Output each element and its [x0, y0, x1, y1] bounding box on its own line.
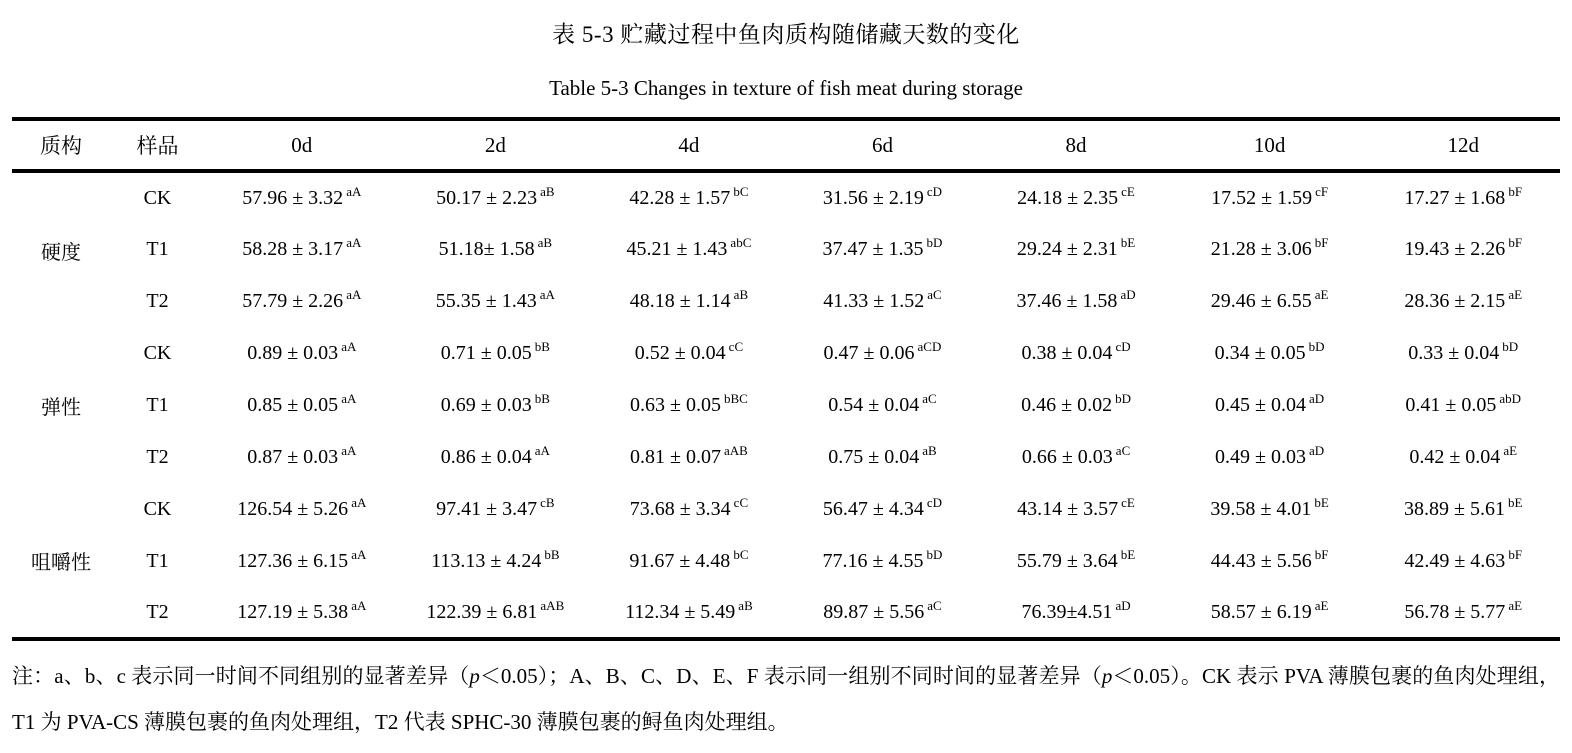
value-cell [1366, 379, 1560, 431]
significance-superscript: cD [1115, 338, 1131, 354]
significance-superscript: aA [341, 338, 357, 354]
value-cell [592, 535, 786, 587]
table-title-en: Table 5-3 Changes in texture of fish meat during storage [549, 76, 1023, 100]
value-cell [1366, 171, 1560, 223]
value-cell [979, 275, 1173, 327]
measurement-value: 97.41 ± 3.47 [436, 497, 538, 520]
value-cell [786, 379, 980, 431]
value-cell [1173, 431, 1367, 483]
measurement-value: 0.46 ± 0.02 [1021, 393, 1113, 416]
significance-superscript: bD [1115, 390, 1131, 406]
significance-superscript: bF [1508, 546, 1523, 562]
value-cell [592, 223, 786, 275]
measurement-value: 76.39±4.51 [1021, 600, 1113, 623]
notes-italic-p: p [1101, 664, 1113, 688]
measurement-value: 0.81 ± 0.07 [629, 445, 721, 468]
value-cell [1366, 431, 1560, 483]
value-cell [399, 379, 593, 431]
significance-superscript: aD [1309, 442, 1325, 458]
measurement-value: 37.47 ± 1.35 [822, 237, 924, 260]
significance-superscript: aAB [540, 597, 565, 613]
measurement-value: 0.54 ± 0.04 [828, 393, 920, 416]
significance-superscript: cC [728, 338, 744, 354]
significance-superscript: bF [1508, 183, 1523, 199]
measurement-value: 127.36 ± 6.15 [237, 549, 349, 572]
value-cell [205, 379, 399, 431]
measurement-value: 122.39 ± 6.81 [426, 600, 538, 623]
table-row [12, 587, 1560, 639]
header-row [12, 119, 1560, 171]
value-cell [399, 483, 593, 535]
significance-superscript: cE [1121, 494, 1135, 510]
significance-superscript: aC [927, 286, 942, 302]
value-cell [1173, 587, 1367, 639]
significance-superscript: cC [733, 494, 749, 510]
measurement-value: 58.28 ± 3.17 [242, 237, 344, 260]
column-header-5: 6d [871, 132, 893, 157]
significance-superscript: aB [733, 286, 749, 302]
measurement-value: 0.85 ± 0.05 [247, 393, 339, 416]
significance-superscript: aC [927, 597, 942, 613]
measurement-value: 43.14 ± 3.57 [1017, 497, 1119, 520]
significance-superscript: cE [1121, 183, 1135, 199]
value-cell [592, 483, 786, 535]
measurement-value: 56.78 ± 5.77 [1404, 600, 1506, 623]
measurement-value: 55.79 ± 3.64 [1016, 549, 1118, 572]
significance-superscript: cD [926, 183, 943, 199]
value-cell [1366, 327, 1560, 379]
significance-superscript: bE [1507, 494, 1523, 510]
value-cell [1173, 379, 1367, 431]
significance-superscript: bF [1508, 234, 1523, 250]
significance-superscript: bD [926, 546, 943, 562]
significance-superscript: aD [1115, 597, 1131, 613]
significance-superscript: bB [534, 338, 550, 354]
measurement-value: 77.16 ± 4.55 [822, 549, 924, 572]
value-cell [1173, 275, 1367, 327]
value-cell [786, 587, 980, 639]
group-label-cell: 硬度 [41, 241, 81, 264]
measurement-value: 39.58 ± 4.01 [1210, 497, 1312, 520]
measurement-value: 0.41 ± 0.05 [1405, 393, 1497, 416]
sample-cell: T2 [146, 289, 169, 312]
value-cell [979, 587, 1173, 639]
table-row [12, 223, 1560, 275]
column-header-2: 0d [291, 132, 313, 157]
column-header-3: 2d [484, 132, 506, 157]
value-cell [786, 483, 980, 535]
measurement-value: 55.35 ± 1.43 [435, 289, 537, 312]
table-row [12, 535, 1560, 587]
value-cell [786, 535, 980, 587]
value-cell [205, 223, 399, 275]
value-cell [592, 587, 786, 639]
value-cell [1173, 535, 1367, 587]
group-label-cell: 弹性 [41, 396, 81, 419]
value-cell [1173, 171, 1367, 223]
measurement-value: 38.89 ± 5.61 [1403, 497, 1505, 520]
measurement-value: 0.75 ± 0.04 [828, 445, 920, 468]
value-cell [979, 223, 1173, 275]
value-cell [205, 431, 399, 483]
value-cell [205, 483, 399, 535]
measurement-value: 0.47 ± 0.06 [823, 341, 915, 364]
significance-superscript: aAB [723, 442, 748, 458]
measurement-value: 17.52 ± 1.59 [1211, 186, 1313, 209]
value-cell [979, 327, 1173, 379]
significance-superscript: aA [534, 442, 550, 458]
significance-superscript: aD [1120, 286, 1136, 302]
significance-superscript: bD [926, 234, 943, 250]
significance-superscript: aE [1314, 597, 1329, 613]
measurement-value: 50.17 ± 2.23 [436, 186, 538, 209]
value-cell [786, 327, 980, 379]
value-cell [1173, 223, 1367, 275]
value-cell [592, 431, 786, 483]
value-cell [592, 275, 786, 327]
measurement-value: 112.34 ± 5.49 [625, 600, 736, 623]
measurement-value: 21.28 ± 3.06 [1210, 237, 1312, 260]
table-row [12, 171, 1560, 223]
significance-superscript: aA [346, 183, 362, 199]
group-label-cell: 咀嚼性 [31, 551, 91, 574]
measurement-value: 24.18 ± 2.35 [1017, 186, 1119, 209]
significance-superscript: bE [1120, 546, 1136, 562]
value-cell [399, 275, 593, 327]
significance-superscript: bD [1308, 338, 1325, 354]
value-cell [786, 431, 980, 483]
significance-superscript: bF [1314, 234, 1329, 250]
measurement-value: 37.46 ± 1.58 [1016, 289, 1118, 312]
significance-superscript: aB [922, 442, 937, 458]
value-cell [786, 275, 980, 327]
measurement-value: 0.34 ± 0.05 [1214, 341, 1306, 364]
notes-text: ＜0.05）；A、B、C、D、E、F 表示同一组别不同时间的显著差异（ [479, 664, 1102, 688]
value-cell [592, 379, 786, 431]
value-cell [979, 171, 1173, 223]
measurement-value: 73.68 ± 3.34 [629, 497, 731, 520]
measurement-value: 127.19 ± 5.38 [237, 600, 349, 623]
value-cell [399, 431, 593, 483]
value-cell [979, 535, 1173, 587]
measurement-value: 42.28 ± 1.57 [629, 186, 731, 209]
significance-superscript: bBC [723, 390, 748, 406]
measurement-value: 0.42 ± 0.04 [1409, 445, 1501, 468]
measurement-value: 57.79 ± 2.26 [242, 289, 344, 312]
value-cell [1366, 587, 1560, 639]
column-header-4: 4d [678, 132, 700, 157]
measurement-value: 0.45 ± 0.04 [1215, 393, 1306, 416]
significance-superscript: aA [341, 442, 357, 458]
measurement-value: 0.87 ± 0.03 [247, 445, 339, 468]
significance-superscript: bF [1314, 546, 1329, 562]
value-cell [1366, 535, 1560, 587]
sample-cell: T2 [146, 600, 169, 623]
table-row [12, 431, 1560, 483]
sample-cell: T1 [146, 549, 169, 572]
significance-superscript: abC [730, 234, 752, 250]
measurement-value: 0.38 ± 0.04 [1021, 341, 1113, 364]
measurement-value: 28.36 ± 2.15 [1404, 289, 1506, 312]
significance-superscript: cB [540, 494, 555, 510]
measurement-value: 29.46 ± 6.55 [1210, 289, 1312, 312]
significance-superscript: aCD [917, 338, 942, 354]
significance-superscript: aE [1314, 286, 1329, 302]
measurement-value: 0.86 ± 0.04 [440, 445, 532, 468]
table-header [12, 119, 1560, 171]
measurement-value: 17.27 ± 1.68 [1404, 186, 1506, 209]
measurement-value: 41.33 ± 1.52 [823, 289, 925, 312]
measurement-value: 0.71 ± 0.05 [440, 341, 532, 364]
measurement-value: 51.18± 1.58 [438, 237, 535, 260]
measurement-value: 45.21 ± 1.43 [626, 237, 728, 260]
value-cell [399, 223, 593, 275]
significance-superscript: aA [341, 390, 357, 406]
measurement-value: 31.56 ± 2.19 [822, 186, 924, 209]
measurement-value: 0.49 ± 0.03 [1215, 445, 1306, 468]
value-cell [399, 535, 593, 587]
value-cell [786, 171, 980, 223]
significance-superscript: bE [1314, 494, 1329, 510]
significance-superscript: aE [1503, 442, 1518, 458]
notes-italic-p: p [469, 664, 480, 688]
sample-cell: T1 [146, 237, 169, 260]
measurement-value: 44.43 ± 5.56 [1210, 549, 1312, 572]
significance-superscript: aA [351, 494, 367, 510]
table-notes [12, 653, 1560, 745]
texture-table [12, 117, 1560, 641]
significance-superscript: aA [351, 546, 367, 562]
value-cell [592, 171, 786, 223]
column-header-7: 10d [1253, 132, 1286, 157]
significance-superscript: aA [346, 234, 362, 250]
significance-superscript: bE [1120, 234, 1136, 250]
value-cell [205, 587, 399, 639]
measurement-value: 0.89 ± 0.03 [247, 341, 339, 364]
measurement-value: 29.24 ± 2.31 [1016, 237, 1118, 260]
measurement-value: 126.54 ± 5.26 [237, 497, 349, 520]
significance-superscript: abD [1499, 390, 1522, 406]
significance-superscript: aA [539, 286, 555, 302]
significance-superscript: bD [1502, 338, 1519, 354]
measurement-value: 0.69 ± 0.03 [440, 393, 532, 416]
measurement-value: 42.49 ± 4.63 [1404, 549, 1506, 572]
value-cell [1173, 483, 1367, 535]
measurement-value: 0.66 ± 0.03 [1021, 445, 1113, 468]
significance-superscript: bB [544, 546, 560, 562]
significance-superscript: bC [733, 183, 749, 199]
value-cell [979, 379, 1173, 431]
value-cell [1173, 327, 1367, 379]
value-cell [205, 171, 399, 223]
measurement-value: 19.43 ± 2.26 [1404, 237, 1506, 260]
significance-superscript: aA [346, 286, 362, 302]
measurement-value: 89.87 ± 5.56 [823, 600, 925, 623]
measurement-value: 0.52 ± 0.04 [634, 341, 726, 364]
measurement-value: 48.18 ± 1.14 [629, 289, 731, 312]
measurement-value: 56.47 ± 4.34 [822, 497, 924, 520]
table-row [12, 275, 1560, 327]
significance-superscript: cF [1315, 183, 1329, 199]
value-cell [1366, 275, 1560, 327]
sample-cell: T1 [146, 393, 169, 416]
measurement-value: 113.13 ± 4.24 [431, 549, 542, 572]
sample-cell: CK [143, 341, 172, 364]
column-header-6: 8d [1065, 132, 1087, 157]
sample-cell: CK [143, 497, 172, 520]
value-cell [786, 223, 980, 275]
table-row [12, 327, 1560, 379]
significance-superscript: aE [1508, 286, 1523, 302]
value-cell [205, 327, 399, 379]
measurement-value: 0.63 ± 0.05 [629, 393, 721, 416]
value-cell [592, 327, 786, 379]
measurement-value: 57.96 ± 3.32 [242, 186, 344, 209]
value-cell [205, 275, 399, 327]
significance-superscript: aC [1115, 442, 1131, 458]
significance-superscript: bC [733, 546, 749, 562]
value-cell [1366, 483, 1560, 535]
significance-superscript: aC [922, 390, 937, 406]
sample-cell: T2 [146, 445, 169, 468]
significance-superscript: aE [1508, 597, 1523, 613]
significance-superscript: bB [534, 390, 550, 406]
column-header-1: 样品 [136, 134, 179, 158]
value-cell [979, 431, 1173, 483]
table-row [12, 483, 1560, 535]
significance-superscript: aD [1309, 390, 1325, 406]
notes-text: 注：a、b、c 表示同一时间不同组别的显著差异（ [12, 664, 470, 688]
significance-superscript: aB [540, 183, 555, 199]
significance-superscript: aA [351, 597, 367, 613]
value-cell [399, 171, 593, 223]
table-body [12, 171, 1560, 639]
value-cell [979, 483, 1173, 535]
measurement-value: 0.33 ± 0.04 [1408, 341, 1500, 364]
column-header-0: 质构 [40, 134, 82, 158]
sample-cell: CK [143, 186, 172, 209]
significance-superscript: cD [926, 494, 943, 510]
significance-superscript: aB [738, 597, 753, 613]
notes-text: ＜0.05）。CK 表示 PVA 薄膜包裹的鱼肉处理组，T1 为 PVA-CS 薄膜包裹的鱼肉处理组，T2 代表 SPHC-30 薄膜包裹的鲟鱼肉处理组。 [12, 664, 1560, 734]
value-cell [399, 327, 593, 379]
column-header-8: 12d [1447, 132, 1479, 157]
value-cell [1366, 223, 1560, 275]
value-cell [399, 587, 593, 639]
table-row [12, 379, 1560, 431]
measurement-value: 58.57 ± 6.19 [1210, 600, 1312, 623]
significance-superscript: aB [537, 234, 553, 250]
value-cell [205, 535, 399, 587]
measurement-value: 91.67 ± 4.48 [629, 549, 731, 572]
table-title-zh: 表 5-3 贮藏过程中鱼肉质构随储藏天数的变化 [552, 22, 1020, 47]
